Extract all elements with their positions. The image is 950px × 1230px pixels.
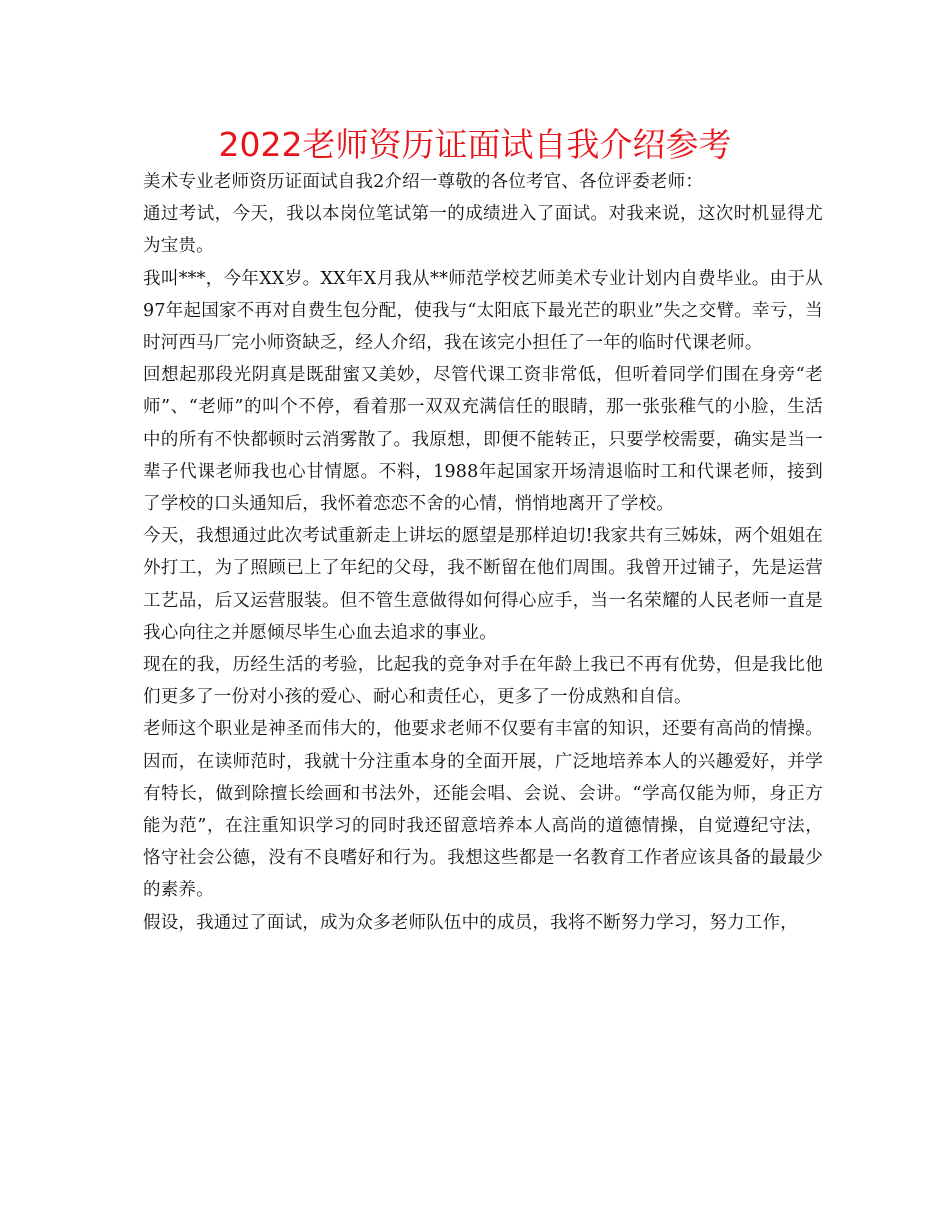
document-title: 2022老师资历证面试自我介绍参考 [218,125,732,164]
paragraph-background: 我叫***，今年XX岁。XX年X月我从**师范学校艺师美术专业计划内自费毕业。由于从97年起国家不再对自费生包分配，使我与“太阳底下最光芒的职业”失之交臂。幸亏，当时河西马厂完小师资缺乏，经人介绍，我在该完小担任了一年的临时代课老师。 [143,268,823,354]
paragraph-exam-result: 通过考试，今天，我以本岗位笔试第一的成绩进入了面试。对我来说，这次时机显得尤为宝贵。 [143,204,823,257]
document-body [143,166,823,939]
paragraph-strengths: 现在的我，历经生活的考验，比起我的竞争对手在年龄上我已不再有优势，但是我比他们更多了一份对小孩的爱心、耐心和责任心，更多了一份成熟和自信。 [143,655,823,708]
paragraph-memories: 回想起那段光阴真是既甜蜜又美妙，尽管代课工资非常低，但听着同学们围在身旁“老师”、“老师”的叫个不停，看着那一双双充满信任的眼睛，那一张张稚气的小脸，生活中的所有不快都顿时云消雾散了。我原想，即便不能转正，只要学校需要，确实是当一辈子代课老师我也心甘情愿。不料，1988年起国家开场清退临时工和代课老师，接到了学校的口头通知后，我怀着恋恋不舍的心情，悄悄地离开了学校。 [143,365,823,515]
paragraph-teacher-profession: 老师这个职业是神圣而伟大的，他要求老师不仅要有丰富的知识，还要有高尚的情操。因而，在读师范时，我就十分注重本身的全面开展，广泛地培养本人的兴趣爱好，并学有特长，做到除擅长绘画和书法外，还能会唱、会说、会讲。“学高仅能为师，身正方能为范”，在注重知识学习的同时我还留意培养本人高尚的道德情操，自觉遵纪守法，恪守社会公德，没有不良嗜好和行为。我想这些都是一名教育工作者应该具备的最最少的素养。 [143,719,823,901]
paragraph-intro: 美术专业老师资历证面试自我2介绍一尊敬的各位考官、各位评委老师： [143,172,704,192]
paragraph-commitment: 假设，我通过了面试，成为众多老师队伍中的成员，我将不断努力学习，努力工作， [143,912,798,933]
paragraph-aspiration: 今天，我想通过此次考试重新走上讲坛的愿望是那样迫切!我家共有三姊妹，两个姐姐在外打工，为了照顾已上了年纪的父母，我不断留在他们周围。我曾开过铺子，先是运营工艺品，后又运营服装。但不管生意做得如何得心应手，当一名荣耀的人民老师一直是我心向往之并愿倾尽毕生心血去追求的事业。 [143,526,823,643]
